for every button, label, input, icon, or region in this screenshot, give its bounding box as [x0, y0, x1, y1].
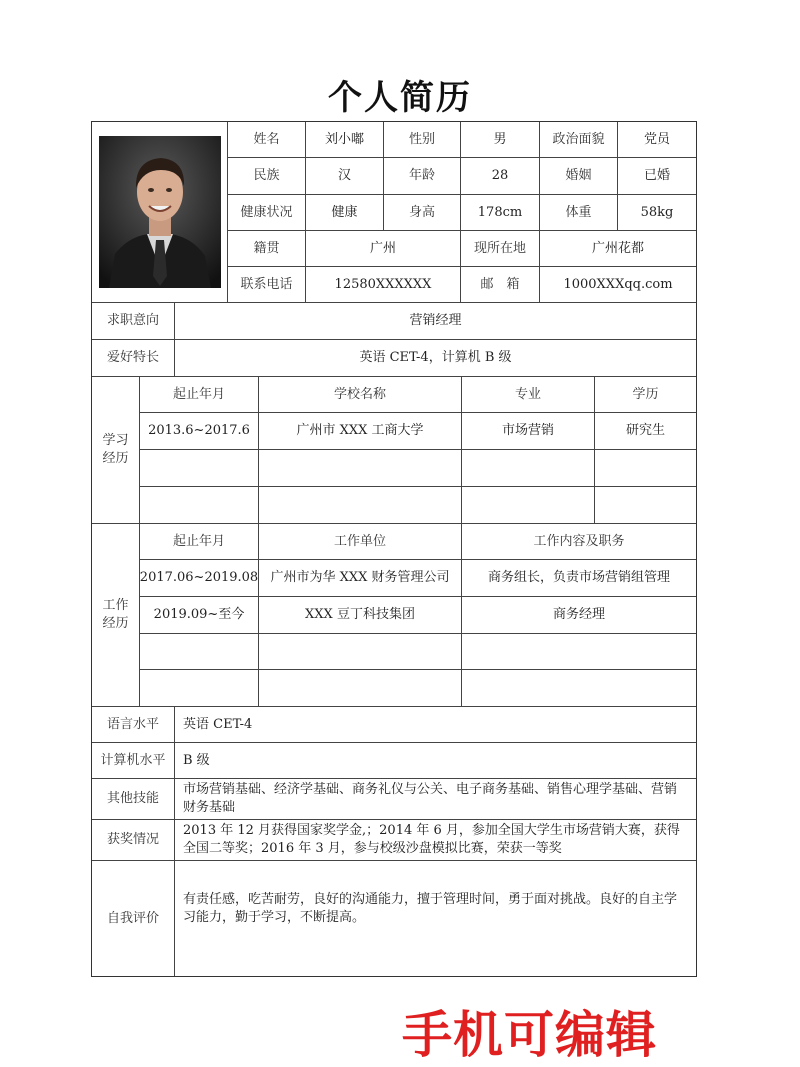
email-label: 邮 箱	[461, 267, 540, 303]
edu-header-period: 起止年月	[140, 377, 259, 413]
skills-value: 市场营销基础、经济学基础、商务礼仪与公关、电子商务基础、销售心理学基础、营销财务基础	[175, 779, 696, 820]
edu-header-school: 学校名称	[259, 377, 462, 413]
work-header-duty: 工作内容及职务	[462, 524, 696, 560]
edu-row-1-school: 广州市 XXX 工商大学	[259, 413, 462, 450]
health-value: 健康	[306, 195, 384, 231]
email-value: 1000XXXqq.com	[540, 267, 696, 303]
edu-row-3-major	[462, 487, 595, 524]
age-value: 28	[461, 158, 540, 195]
hobby-value: 英语 CET-4，计算机 B 级	[175, 340, 696, 377]
language-value: 英语 CET-4	[175, 707, 696, 743]
work-header-period: 起止年月	[140, 524, 259, 560]
hobby-label: 爱好特长	[92, 340, 175, 377]
awards-label: 获奖情况	[92, 820, 175, 861]
resume-table	[91, 121, 697, 977]
work-label	[92, 524, 140, 707]
work-row-2-duty: 商务经理	[462, 597, 696, 634]
work-row-4-period	[140, 670, 259, 707]
intent-label: 求职意向	[92, 303, 175, 340]
self-value: 有责任感，吃苦耐劳，良好的沟通能力，擅于管理时间，勇于面对挑战。良好的自主学习能力，勤于学习，不断提高。	[183, 892, 678, 925]
location-label: 现所在地	[461, 231, 540, 267]
name-value: 刘小嘟	[306, 122, 384, 158]
work-label-line-1: 工作	[102, 598, 129, 613]
computer-value: B 级	[175, 743, 696, 779]
work-row-1-duty: 商务组长，负责市场营销组管理	[462, 560, 696, 597]
edu-header-major: 专业	[462, 377, 595, 413]
height-value: 178cm	[461, 195, 540, 231]
phone-value: 12580XXXXXX	[306, 267, 461, 303]
politics-label: 政治面貌	[540, 122, 618, 158]
ethnic-label: 民族	[228, 158, 306, 195]
edu-row-2-school	[259, 450, 462, 487]
self-label: 自我评价	[92, 861, 175, 976]
weight-label: 体重	[540, 195, 618, 231]
page-title: 个人简历	[328, 78, 472, 118]
native-label: 籍贯	[228, 231, 306, 267]
edu-row-2-major	[462, 450, 595, 487]
education-label-line-2: 经历	[102, 451, 129, 466]
education-label-line-1: 学习	[102, 433, 129, 448]
work-row-3-duty	[462, 634, 696, 670]
work-row-1-period: 2017.06~2019.08	[140, 560, 259, 597]
editable-notice: 手机可编辑	[402, 1006, 657, 1064]
edu-row-3-degree	[595, 487, 696, 524]
gender-value: 男	[461, 122, 540, 158]
health-label: 健康状况	[228, 195, 306, 231]
native-value: 广州	[306, 231, 461, 267]
computer-label: 计算机水平	[92, 743, 175, 779]
education-label	[92, 377, 140, 524]
work-row-2-period: 2019.09~至今	[140, 597, 259, 634]
edu-row-3-school	[259, 487, 462, 524]
work-header-company: 工作单位	[259, 524, 462, 560]
photo-cell	[92, 122, 228, 303]
avatar	[99, 136, 221, 288]
work-row-1-company: 广州市为华 XXX 财务管理公司	[259, 560, 462, 597]
work-label-line-2: 经历	[102, 616, 129, 631]
politics-value: 党员	[618, 122, 696, 158]
gender-label: 性别	[384, 122, 461, 158]
edu-row-1-major: 市场营销	[462, 413, 595, 450]
height-label: 身高	[384, 195, 461, 231]
edu-row-2-period	[140, 450, 259, 487]
age-label: 年龄	[384, 158, 461, 195]
location-value: 广州花都	[540, 231, 696, 267]
weight-value: 58kg	[618, 195, 696, 231]
work-row-4-company	[259, 670, 462, 707]
work-row-3-period	[140, 634, 259, 670]
work-row-4-duty	[462, 670, 696, 707]
ethnic-value: 汉	[306, 158, 384, 195]
skills-label: 其他技能	[92, 779, 175, 820]
edu-header-degree: 学历	[595, 377, 696, 413]
intent-value: 营销经理	[175, 303, 696, 340]
marriage-label: 婚姻	[540, 158, 618, 195]
edu-row-3-period	[140, 487, 259, 524]
edu-row-2-degree	[595, 450, 696, 487]
edu-row-1-period: 2013.6~2017.6	[140, 413, 259, 450]
awards-value: 2013 年 12 月获得国家奖学金,；2014 年 6 月，参加全国大学生市场营销大赛，获得全国二等奖；2016 年 3 月，参与校级沙盘模拟比赛，荣获一等奖	[175, 820, 696, 861]
edu-row-1-degree: 研究生	[595, 413, 696, 450]
phone-label: 联系电话	[228, 267, 306, 303]
work-row-3-company	[259, 634, 462, 670]
work-row-2-company: XXX 豆丁科技集团	[259, 597, 462, 634]
language-label: 语言水平	[92, 707, 175, 743]
name-label: 姓名	[228, 122, 306, 158]
marriage-value: 已婚	[618, 158, 696, 195]
